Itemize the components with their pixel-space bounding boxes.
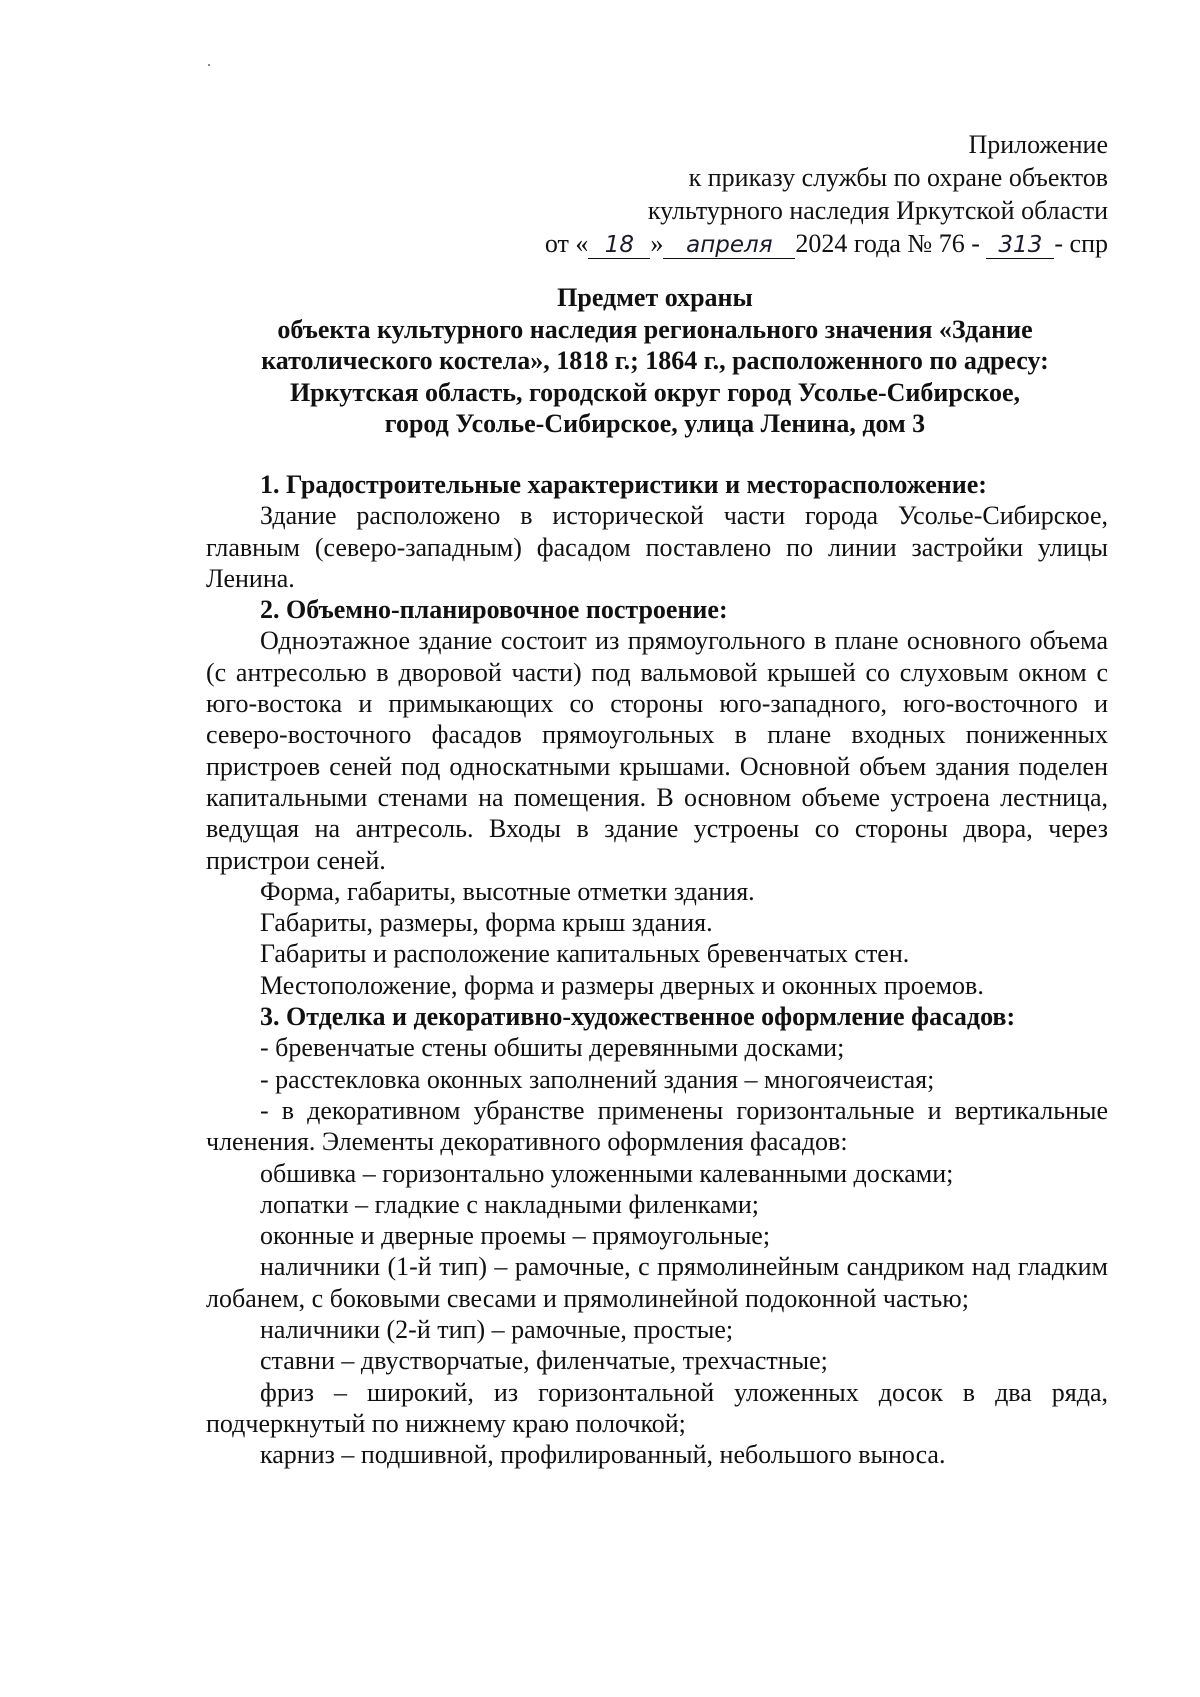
appendix-block [545,128,1108,260]
appendix-order-line: к приказу службы по охране объектов [688,163,1108,192]
title-line-2: объекта культурного наследия регионального значения «Здание [277,314,1033,344]
document-title [200,282,1110,440]
section-3-item: оконные и дверные проемы – прямоугольные; [260,1221,771,1251]
appendix-date-line [545,227,1108,260]
year-text: 2024 года № 76 - [795,229,980,258]
section-2-item: Габариты и расположение капитальных бревенчатых стен. [260,939,910,969]
section-2-paragraph: Одноэтажное здание состоит из прямоугольного в плане основного объема (с антресолью в дворовой части) под вальмовой крышей со слуховым окном с юго-востока и примыкающих со стороны юго-западного, юго-восточного и северо-восточного фасадов прямоугольных в плане входных пониженных пристроев сеней под односкатными крышами. Основной объем здания поделен капитальными стенами на помещения. В основном объеме устроена лестница, ведущая на антресоль. Входы в здание устроены со стороны двора, через пристрои сеней. [206,626,1108,875]
scan-speck [208,64,210,66]
handwritten-number: 313 [986,232,1054,259]
section-2-item: Габариты, размеры, форма крыш здания. [260,908,713,938]
appendix-authority-line: культурного наследия Иркутской области [647,196,1108,225]
date-prefix: от « [544,229,589,258]
section-3-item: - в декоративном убранстве применены горизонтальные и вертикальные членения. Элементы декоративного оформления фасадов: [206,1095,1108,1157]
appendix-title: Приложение [968,130,1108,159]
document-body [206,469,1108,1471]
section-3-item: - расстекловка оконных заполнений здания – многоячеистая; [260,1064,935,1094]
section-1-heading: 1. Градостроительные характеристики и месторасположение: [260,470,987,499]
handwritten-day: 18 [588,232,650,259]
section-3-item: - бревенчатые стены обшиты деревянными досками; [260,1033,845,1063]
number-suffix: - спр [1054,229,1108,258]
section-2-item: Форма, габариты, высотные отметки здания. [260,876,755,906]
section-2-heading: 2. Объемно-планировочное построение: [260,595,728,625]
section-2-item: Местоположение, форма и размеры дверных и оконных проемов. [260,970,984,1000]
handwritten-month: апреля [663,232,795,259]
section-3-item: лопатки – гладкие с накладными филенками; [260,1189,760,1219]
section-3-item: обшивка – горизонтально уложенными калеванными досками; [260,1158,954,1188]
section-3-item: ставни – двустворчатые, филенчатые, трехчастные; [260,1346,828,1376]
title-line-1: Предмет охраны [557,283,753,312]
title-line-5: город Усолье-Сибирское, улица Ленина, дом 3 [384,409,926,438]
section-3-item: карниз – подшивной, профилированный, небольшого выноса. [260,1440,946,1470]
section-3-item: фриз – широкий, из горизонтальной уложенных досок в два ряда, подчеркнутый по нижнему краю полочкой; [206,1377,1108,1438]
section-3-heading: 3. Отделка и декоративно-художественное оформление фасадов: [260,1002,1016,1032]
title-line-3: католического костела», 1818 г.; 1864 г., расположенного по адресу: [261,346,1049,375]
section-1-paragraph: Здание расположено в исторической части города Усолье-Сибирское, главным (северо-западным) фасадом поставлено по линии застройки улицы Ленина. [206,501,1108,593]
title-line-4: Иркутская область, городской округ город Усолье-Сибирское, [289,377,1021,407]
date-mid: » [650,229,664,258]
section-3-item: наличники (1-й тип) – рамочные, с прямолинейным сандриком над гладким лобанем, с боковыми свесами и прямолинейной подоконной частью; [206,1252,1108,1313]
section-3-item: наличники (2-й тип) – рамочные, простые; [260,1315,734,1345]
